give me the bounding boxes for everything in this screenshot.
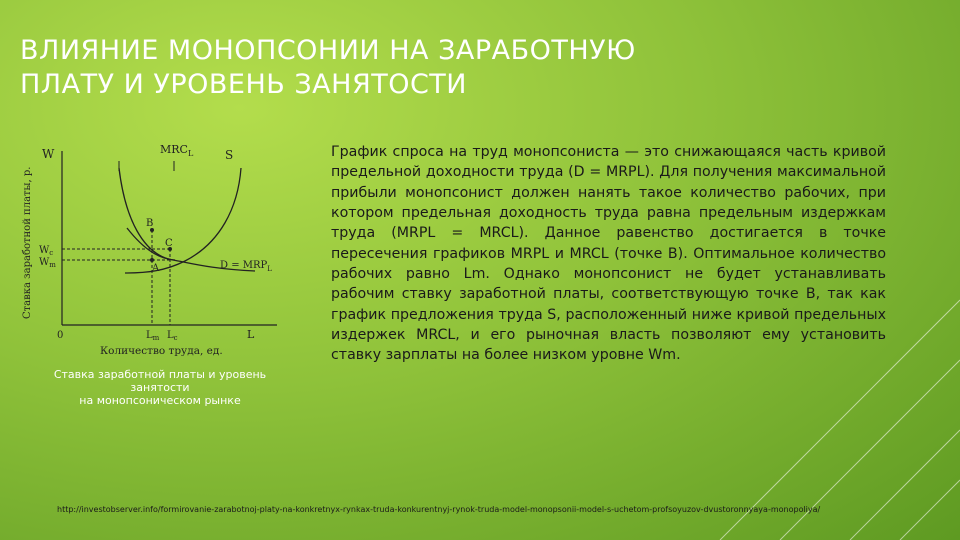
explanation-text: График спроса на труд монопсониста — это снижающаяся часть кривой предельной доходности труда (D = MRPL). Для получения максимальной прибыли монопсонист должен нанять такое количество рабочих, при котором предельная доходность труда равна предельным издержкам труда (MRPL = MRCL). Данное равенство достигается в точке пересечения графиков MRPL и MRCL (точке B). Оптимальное количество рабочих равно Lm. Однако монопсонист не будет устанавливать рабочим ставку заработной платы, соответствующую точке B, так как график предложения труда S, расположенный ниже кривой предельных издержек MRCL, и его рыночная власть позволяют ему установить ставку зарплаты на более низком уровне Wm.	[331, 144, 886, 364]
caption-line-3: на монопсоническом рынке	[79, 394, 241, 407]
point-c-label: C	[165, 238, 173, 249]
demand-label: $D = MRP_L$	[220, 260, 272, 273]
point-a-label: A	[152, 263, 160, 274]
supply-curve	[125, 168, 241, 273]
origin-label: 0	[57, 330, 64, 341]
wm-label: $W_m$	[39, 257, 56, 269]
graph-caption	[30, 368, 290, 407]
point-b-label: B	[146, 218, 154, 229]
graph-svg	[15, 133, 285, 363]
caption-line-1: Ставка заработной платы и уровень	[53, 368, 267, 381]
lm-label: $L_m$	[146, 330, 160, 342]
s-label: S	[225, 148, 234, 162]
mrc-label: $MRC_L$	[160, 143, 194, 158]
monopsony-graph	[15, 133, 285, 363]
title-line-2: ПЛАТУ И УРОВЕНЬ ЗАНЯТОСТИ	[20, 69, 467, 101]
wc-label: $W_c$	[39, 245, 54, 257]
lc-label: $L_c$	[167, 330, 178, 342]
source-link[interactable]: http://investobserver.info/formirovanie-zarabotnoj-platy-na-konkretnyx-rynkax-truda-konkurentnyj-rynok-truda-model-monopsonii-model-s-uchetom-profsoyuzov-dvustoronnyaya-monopoliya/	[57, 505, 821, 514]
point-a-dot	[150, 258, 154, 262]
caption-line-2: занятости	[130, 381, 190, 394]
y-axis-label: Ставка заработной платы, р.	[22, 166, 33, 319]
mrc-curve	[119, 168, 255, 271]
title-line-1: ВЛИЯНИЕ МОНОПСОНИИ НА ЗАРАБОТНУЮ	[20, 35, 636, 67]
y-axis-name: W	[42, 147, 55, 161]
x-axis-label: Количество труда, ед.	[100, 345, 223, 357]
slide-title	[20, 34, 720, 102]
x-axis-name: L	[247, 328, 255, 341]
